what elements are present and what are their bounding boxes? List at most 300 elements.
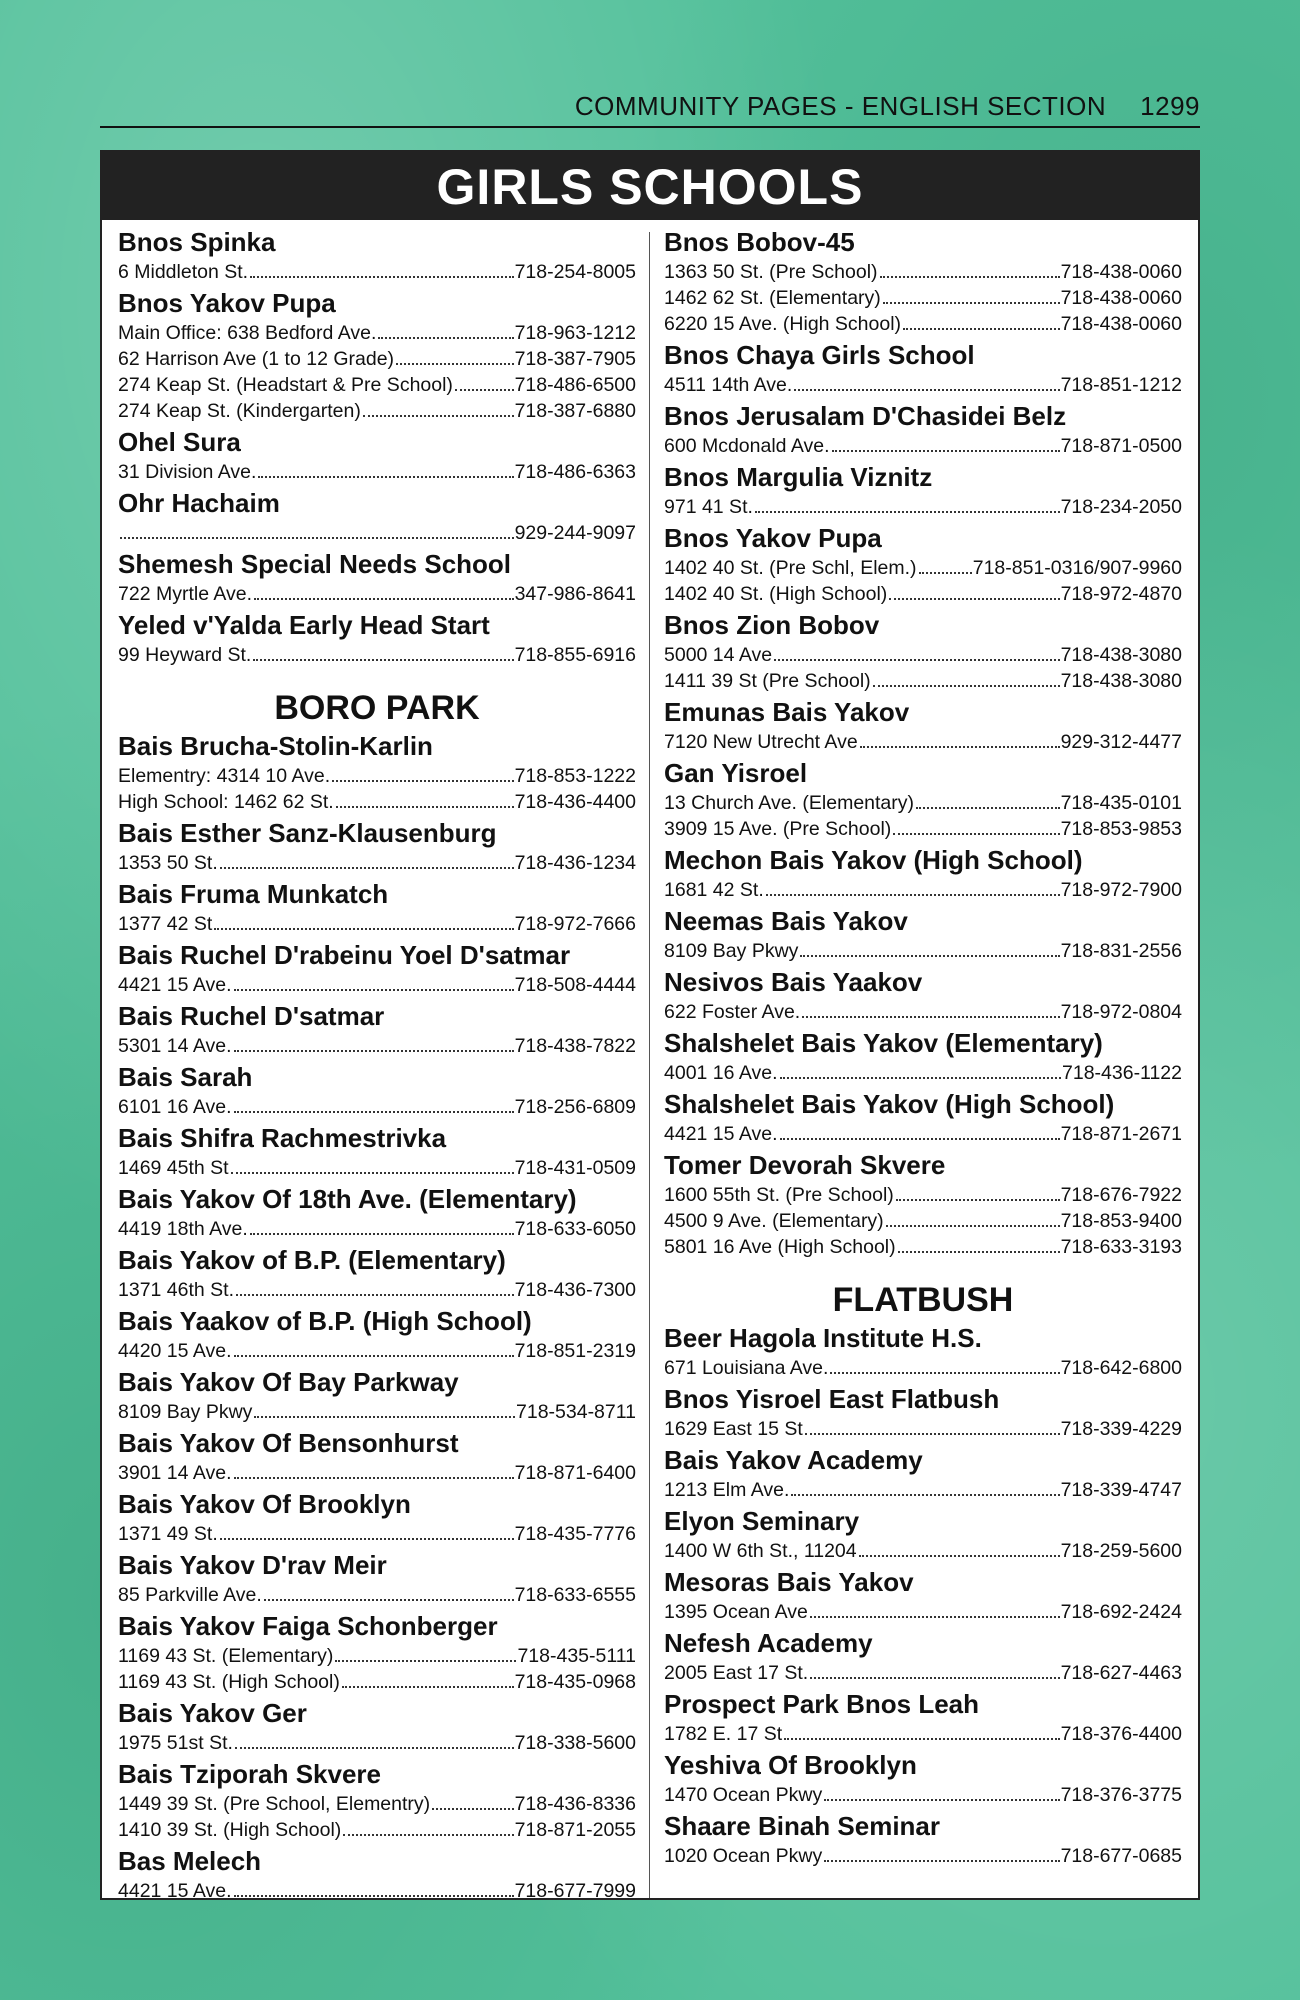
- school-address: 6220 15 Ave. (High School): [664, 313, 902, 335]
- school-phone: 718-676-7922: [1060, 1184, 1182, 1206]
- dot-leader: [791, 1493, 1059, 1496]
- school-entry: [118, 1304, 636, 1364]
- school-name: Bais Fruma Munkatch: [118, 879, 389, 909]
- school-phone: 718-435-0968: [514, 1671, 636, 1693]
- school-entry: [664, 338, 1182, 398]
- dot-leader: [903, 327, 1060, 330]
- school-address-line: [664, 311, 1182, 337]
- school-address: 4420 15 Ave.: [118, 1340, 232, 1362]
- school-address: 85 Parkville Ave.: [118, 1584, 262, 1606]
- school-address: High School: 1462 62 St.: [118, 791, 334, 813]
- school-address-line: [118, 1791, 636, 1817]
- left-column: [102, 224, 650, 1904]
- dot-leader: [784, 1737, 1059, 1740]
- dot-leader: [253, 658, 513, 661]
- school-name: Yeled v'Yalda Early Head Start: [118, 610, 490, 640]
- school-address-line: [664, 790, 1182, 816]
- school-entry: [118, 1426, 636, 1486]
- dot-leader: [896, 1198, 1060, 1201]
- dot-leader: [236, 1293, 514, 1296]
- school-address-line: [118, 1155, 636, 1181]
- school-address: 2005 East 17 St.: [664, 1662, 809, 1684]
- school-phone: 718-855-6916: [514, 644, 636, 666]
- school-phone: 929-244-9097: [514, 522, 636, 544]
- dot-leader: [898, 1250, 1060, 1253]
- school-address-line: [118, 1582, 636, 1608]
- school-entry: [664, 1565, 1182, 1625]
- school-phone: 718-677-0685: [1060, 1845, 1182, 1867]
- school-name: Bnos Zion Bobov: [664, 610, 880, 640]
- school-address: 3909 15 Ave. (Pre School): [664, 818, 892, 840]
- school-phone: 718-438-3080: [1060, 644, 1182, 666]
- school-address-line: [118, 1643, 636, 1669]
- dot-leader: [234, 1049, 514, 1052]
- school-phone: 718-633-3193: [1060, 1236, 1182, 1258]
- school-address: 1600 55th St. (Pre School): [664, 1184, 894, 1206]
- column-divider: [649, 232, 650, 1898]
- school-address: 1371 46th St.: [118, 1279, 235, 1301]
- school-phone: 718-486-6500: [514, 374, 636, 396]
- school-phone: 718-871-2055: [514, 1819, 636, 1841]
- school-address-line: [664, 285, 1182, 311]
- school-address-line: [664, 816, 1182, 842]
- school-entry: [664, 225, 1182, 337]
- dot-leader: [220, 1537, 514, 1540]
- school-name: Neemas Bais Yakov: [664, 906, 908, 936]
- dot-leader: [455, 388, 514, 391]
- dot-leader: [234, 1354, 514, 1357]
- school-name: Bais Yakov D'rav Meir: [118, 1550, 387, 1580]
- school-address: 6101 16 Ave.: [118, 1096, 232, 1118]
- school-name: Bais Yakov Of Bay Parkway: [118, 1367, 459, 1397]
- school-address: 1395 Ocean Ave: [664, 1601, 808, 1623]
- school-address: 7120 New Utrecht Ave: [664, 731, 858, 753]
- school-address-line: [118, 1460, 636, 1486]
- school-address: 622 Foster Ave.: [664, 1001, 801, 1023]
- school-address: 1462 62 St. (Elementary): [664, 287, 881, 309]
- school-phone: 718-234-2050: [1060, 496, 1182, 518]
- school-entry: [118, 816, 636, 876]
- school-entry: [118, 938, 636, 998]
- school-address: 1402 40 St. (High School): [664, 583, 888, 605]
- columns: [102, 220, 1198, 1904]
- school-address: 971 41 St.: [664, 496, 753, 518]
- school-phone: 718-853-9400: [1060, 1210, 1182, 1232]
- school-address-line: [664, 1721, 1182, 1747]
- school-phone: 718-436-4400: [514, 791, 636, 813]
- dot-leader: [886, 1224, 1060, 1227]
- school-entry: [118, 547, 636, 607]
- school-address: 1371 49 St.: [118, 1523, 218, 1545]
- school-address: 4419 18th Ave.: [118, 1218, 248, 1240]
- dot-leader: [810, 1676, 1059, 1679]
- school-entry: [118, 1757, 636, 1843]
- school-entry: [664, 460, 1182, 520]
- school-name: Emunas Bais Yakov: [664, 697, 910, 727]
- school-address-line: [664, 433, 1182, 459]
- school-entry: [118, 877, 636, 937]
- school-address: 1681 42 St.: [664, 879, 764, 901]
- school-address: 13 Church Ave. (Elementary): [664, 792, 915, 814]
- school-entry: [118, 225, 636, 285]
- region-heading: BORO PARK: [274, 689, 480, 727]
- school-entry: [664, 1087, 1182, 1147]
- school-phone: 718-435-5111: [517, 1645, 636, 1667]
- school-address-line: [118, 398, 636, 424]
- school-phone: 718-376-3775: [1060, 1784, 1182, 1806]
- page-number: 1299: [1140, 91, 1200, 121]
- school-name: Shalshelet Bais Yakov (High School): [664, 1089, 1115, 1119]
- school-entry: [118, 1696, 636, 1756]
- school-phone: 718-972-7666: [514, 913, 636, 935]
- school-address: 1975 51st St.: [118, 1732, 233, 1754]
- school-address: 274 Keap St. (Kindergarten): [118, 400, 361, 422]
- school-address-line: [118, 1817, 636, 1843]
- school-address: 4500 9 Ave. (Elementary): [664, 1210, 884, 1232]
- school-address-line: [664, 494, 1182, 520]
- school-phone: 718-853-9853: [1060, 818, 1182, 840]
- school-address-line: [664, 877, 1182, 903]
- school-address-line: [118, 1277, 636, 1303]
- school-address: 1363 50 St. (Pre School): [664, 261, 878, 283]
- dot-leader: [234, 988, 514, 991]
- school-phone: 718-508-4444: [514, 974, 636, 996]
- school-name: Tomer Devorah Skvere: [664, 1150, 946, 1180]
- dot-leader: [258, 475, 513, 478]
- school-address-line: [664, 1060, 1182, 1086]
- school-phone: 718-972-0804: [1060, 1001, 1182, 1023]
- school-address: 722 Myrtle Ave.: [118, 583, 253, 605]
- dot-leader: [859, 1554, 1060, 1557]
- school-phone: 718-338-5600: [514, 1732, 636, 1754]
- school-phone: 718-627-4463: [1060, 1662, 1182, 1684]
- school-name: Beer Hagola Institute H.S.: [664, 1323, 982, 1353]
- school-address-line: [118, 320, 636, 346]
- school-address-line: [664, 1660, 1182, 1686]
- school-phone: 718-435-7776: [514, 1523, 636, 1545]
- dot-leader: [893, 832, 1059, 835]
- school-address-line: [664, 1208, 1182, 1234]
- school-entry: [118, 999, 636, 1059]
- dot-leader: [916, 806, 1060, 809]
- school-address: Elementry: 4314 10 Ave.: [118, 765, 331, 787]
- running-header: [100, 86, 1200, 128]
- school-phone: 718-692-2424: [1060, 1601, 1182, 1623]
- school-entry: [118, 1548, 636, 1608]
- school-phone: 718-486-6363: [514, 461, 636, 483]
- school-address: 5301 14 Ave.: [118, 1035, 232, 1057]
- school-address-line: [118, 259, 636, 285]
- school-name: Shalshelet Bais Yakov (Elementary): [664, 1028, 1103, 1058]
- school-name: Gan Yisroel: [664, 758, 808, 788]
- school-phone: 718-972-4870: [1060, 583, 1182, 605]
- dot-leader: [860, 745, 1060, 748]
- school-entry: [118, 1365, 636, 1425]
- school-entry: [664, 1504, 1182, 1564]
- school-entry: [664, 965, 1182, 1025]
- dot-leader: [810, 1615, 1060, 1618]
- school-address: 1410 39 St. (High School): [118, 1819, 342, 1841]
- dot-leader: [800, 954, 1059, 957]
- school-phone: 718-339-4229: [1060, 1418, 1182, 1440]
- school-name: Bais Brucha-Stolin-Karlin: [118, 731, 433, 761]
- school-name: Nesivos Bais Yaakov: [664, 967, 923, 997]
- school-phone: 718-871-2671: [1060, 1123, 1182, 1145]
- school-phone: 718-387-7905: [514, 348, 636, 370]
- dot-leader: [234, 1894, 514, 1897]
- school-phone: 718-438-0060: [1060, 261, 1182, 283]
- dot-leader: [343, 1833, 513, 1836]
- dot-leader: [250, 1232, 514, 1235]
- dot-leader: [832, 449, 1060, 452]
- school-entry: [664, 1809, 1182, 1869]
- school-address: 8109 Bay Pkwy: [118, 1401, 253, 1423]
- school-name: Bnos Yakov Pupa: [118, 288, 336, 318]
- school-entry: [118, 729, 636, 815]
- school-name: Bais Sarah: [118, 1062, 253, 1092]
- section-title: COMMUNITY PAGES - ENGLISH SECTION: [574, 91, 1107, 121]
- school-phone: 718-534-8711: [516, 1401, 636, 1423]
- school-name: Mechon Bais Yakov (High School): [664, 845, 1083, 875]
- school-address: 1470 Ocean Pkwy: [664, 1784, 823, 1806]
- school-address: 4001 16 Ave.: [664, 1062, 778, 1084]
- dot-leader: [830, 1371, 1059, 1374]
- school-entry: [664, 904, 1182, 964]
- dot-leader: [342, 1685, 514, 1688]
- school-phone: 718-339-4747: [1060, 1479, 1182, 1501]
- school-entry: [664, 843, 1182, 903]
- school-phone: 718-871-0500: [1060, 435, 1182, 457]
- school-phone: 718-972-7900: [1060, 879, 1182, 901]
- school-address-line: [664, 668, 1182, 694]
- school-address: 274 Keap St. (Headstart & Pre School): [118, 374, 453, 396]
- school-address-line: [118, 1669, 636, 1695]
- school-name: Bnos Bobov-45: [664, 227, 855, 257]
- school-address: 4421 15 Ave.: [118, 1880, 232, 1902]
- school-name: Elyon Seminary: [664, 1506, 860, 1536]
- dot-leader: [766, 893, 1060, 896]
- school-phone: 718-963-1212: [514, 322, 636, 344]
- dot-leader: [250, 275, 513, 278]
- dot-leader: [336, 805, 514, 808]
- dot-leader: [780, 1076, 1062, 1079]
- school-address-line: [118, 520, 636, 546]
- school-address-line: [118, 1216, 636, 1242]
- right-column: [650, 224, 1198, 1904]
- school-address-line: [664, 372, 1182, 398]
- school-phone: 718-254-8005: [514, 261, 636, 283]
- school-address-line: [664, 999, 1182, 1025]
- school-address-line: [664, 1843, 1182, 1869]
- school-address-line: [118, 850, 636, 876]
- school-entry: [118, 1487, 636, 1547]
- school-name: Mesoras Bais Yakov: [664, 1567, 914, 1597]
- school-phone: 718-435-0101: [1060, 792, 1182, 814]
- school-address: 3901 14 Ave.: [118, 1462, 232, 1484]
- school-name: Bais Shifra Rachmestrivka: [118, 1123, 447, 1153]
- school-address-line: [664, 729, 1182, 755]
- school-name: Bais Yakov Of 18th Ave. (Elementary): [118, 1184, 577, 1214]
- school-phone: 718-853-1222: [514, 765, 636, 787]
- school-address: 1469 45th St: [118, 1157, 229, 1179]
- school-name: Prospect Park Bnos Leah: [664, 1689, 979, 1719]
- school-address: 1353 50 St.: [118, 852, 218, 874]
- school-name: Bais Yakov Academy: [664, 1445, 923, 1475]
- school-entry: [118, 486, 636, 546]
- school-address-line: [664, 1538, 1182, 1564]
- dot-leader: [332, 779, 513, 782]
- school-address: 31 Division Ave.: [118, 461, 257, 483]
- dot-leader: [774, 658, 1059, 661]
- dot-leader: [824, 1859, 1059, 1862]
- school-name: Shaare Binah Seminar: [664, 1811, 940, 1841]
- school-address-line: [118, 1033, 636, 1059]
- dot-leader: [919, 571, 972, 574]
- school-phone: 718-438-0060: [1060, 313, 1182, 335]
- school-phone: 718-633-6050: [514, 1218, 636, 1240]
- school-address: 5801 16 Ave (High School): [664, 1236, 896, 1258]
- school-phone: 718-436-1122: [1062, 1062, 1182, 1084]
- dot-leader: [883, 301, 1060, 304]
- school-name: Ohr Hachaim: [118, 488, 280, 518]
- school-address-line: [118, 1094, 636, 1120]
- dot-leader: [234, 1476, 514, 1479]
- region-heading: FLATBUSH: [832, 1281, 1014, 1319]
- school-entry: [664, 1026, 1182, 1086]
- school-entry: [118, 1609, 636, 1695]
- school-entry: [664, 399, 1182, 459]
- school-address: 600 Mcdonald Ave.: [664, 435, 830, 457]
- dot-leader: [254, 1415, 515, 1418]
- school-address: 1169 43 St. (High School): [118, 1671, 340, 1693]
- school-address: 1020 Ocean Pkwy: [664, 1845, 823, 1867]
- school-address-line: [664, 259, 1182, 285]
- school-name: Bais Ruchel D'rabeinu Yoel D'satmar: [118, 940, 571, 970]
- school-address: 1400 W 6th St., 11204: [664, 1540, 857, 1562]
- school-phone: 718-871-6400: [514, 1462, 636, 1484]
- school-phone: 718-438-3080: [1060, 670, 1182, 692]
- school-phone: 718-851-1212: [1060, 374, 1182, 396]
- school-address-line: [664, 555, 1182, 581]
- school-address-line: [118, 1338, 636, 1364]
- school-entry: [118, 1243, 636, 1303]
- school-address: Main Office: 638 Bedford Ave.: [118, 322, 377, 344]
- school-entry: [664, 756, 1182, 842]
- school-address-line: [118, 1878, 636, 1904]
- school-entry: [664, 695, 1182, 755]
- school-address: 4421 15 Ave.: [118, 974, 232, 996]
- school-phone: 718-831-2556: [1060, 940, 1182, 962]
- school-address-line: [664, 1477, 1182, 1503]
- dot-leader: [254, 597, 514, 600]
- school-address-line: [118, 1521, 636, 1547]
- school-address-line: [118, 372, 636, 398]
- school-phone: 718-387-6880: [514, 400, 636, 422]
- school-name: Bais Esther Sanz-Klausenburg: [118, 818, 497, 848]
- dot-leader: [780, 1137, 1060, 1140]
- dot-leader: [824, 1798, 1059, 1801]
- school-address: 1782 E. 17 St: [664, 1723, 783, 1745]
- dot-leader: [889, 597, 1059, 600]
- school-phone: 718-438-7822: [514, 1035, 636, 1057]
- school-address-line: [664, 938, 1182, 964]
- school-address: 6 Middleton St.: [118, 261, 249, 283]
- school-address-line: [664, 1355, 1182, 1381]
- school-address: 671 Louisiana Ave.: [664, 1357, 829, 1379]
- school-name: Bas Melech: [118, 1846, 262, 1876]
- school-entry: [118, 608, 636, 668]
- school-address: 8109 Bay Pkwy: [664, 940, 799, 962]
- school-name: Nefesh Academy: [664, 1628, 873, 1658]
- dot-leader: [120, 536, 514, 539]
- dot-leader: [264, 1598, 514, 1601]
- school-name: Bnos Chaya Girls School: [664, 340, 975, 370]
- school-name: Bais Tziporah Skvere: [118, 1759, 381, 1789]
- school-entry: [118, 1182, 636, 1242]
- school-address-line: [118, 1730, 636, 1756]
- school-name: Bais Yakov Faiga Schonberger: [118, 1611, 498, 1641]
- school-address-line: [118, 1399, 636, 1425]
- dot-leader: [432, 1807, 513, 1810]
- school-name: Bnos Margulia Viznitz: [664, 462, 933, 492]
- dot-leader: [234, 1110, 514, 1113]
- dot-leader: [802, 1015, 1059, 1018]
- dot-leader: [235, 1746, 514, 1749]
- school-address-line: [664, 1599, 1182, 1625]
- school-address-line: [118, 581, 636, 607]
- school-entry: [118, 1060, 636, 1120]
- school-name: Bais Ruchel D'satmar: [118, 1001, 385, 1031]
- school-entry: [664, 1321, 1182, 1381]
- school-phone: 347-986-8641: [514, 583, 636, 605]
- dot-leader: [363, 414, 514, 417]
- school-phone: 718-376-4400: [1060, 1723, 1182, 1745]
- school-address-line: [118, 459, 636, 485]
- girls-schools-panel: [100, 150, 1200, 1900]
- school-address: 5000 14 Ave: [664, 644, 773, 666]
- school-name: Bais Yaakov of B.P. (High School): [118, 1306, 532, 1336]
- dot-leader: [220, 866, 514, 869]
- school-name: Bnos Jerusalam D'Chasidei Belz: [664, 401, 1067, 431]
- school-phone: 718-436-1234: [514, 852, 636, 874]
- school-address-line: [664, 1234, 1182, 1260]
- school-phone: 718-256-6809: [514, 1096, 636, 1118]
- school-entry: [664, 1148, 1182, 1260]
- school-phone: 718-851-2319: [514, 1340, 636, 1362]
- school-phone: 718-436-7300: [514, 1279, 636, 1301]
- school-entry: [664, 1382, 1182, 1442]
- school-name: Ohel Sura: [118, 427, 241, 457]
- school-entry: [664, 1443, 1182, 1503]
- school-address-line: [118, 789, 636, 815]
- school-name: Bais Yakov Ger: [118, 1698, 307, 1728]
- school-address: 1402 40 St. (Pre Schl, Elem.): [664, 557, 917, 579]
- school-address: 1169 43 St. (Elementary): [118, 1645, 334, 1667]
- school-phone: 718-431-0509: [514, 1157, 636, 1179]
- school-entry: [118, 286, 636, 424]
- school-entry: [118, 425, 636, 485]
- school-phone: 718-642-6800: [1060, 1357, 1182, 1379]
- school-address-line: [664, 642, 1182, 668]
- school-name: Bais Yakov of B.P. (Elementary): [118, 1245, 506, 1275]
- school-address-line: [664, 581, 1182, 607]
- school-address: 1629 East 15 St: [664, 1418, 803, 1440]
- school-entry: [664, 521, 1182, 607]
- dot-leader: [794, 388, 1059, 391]
- school-address-line: [664, 1182, 1182, 1208]
- school-phone: 718-851-0316/907-9960: [972, 557, 1182, 579]
- dot-leader: [335, 1659, 516, 1662]
